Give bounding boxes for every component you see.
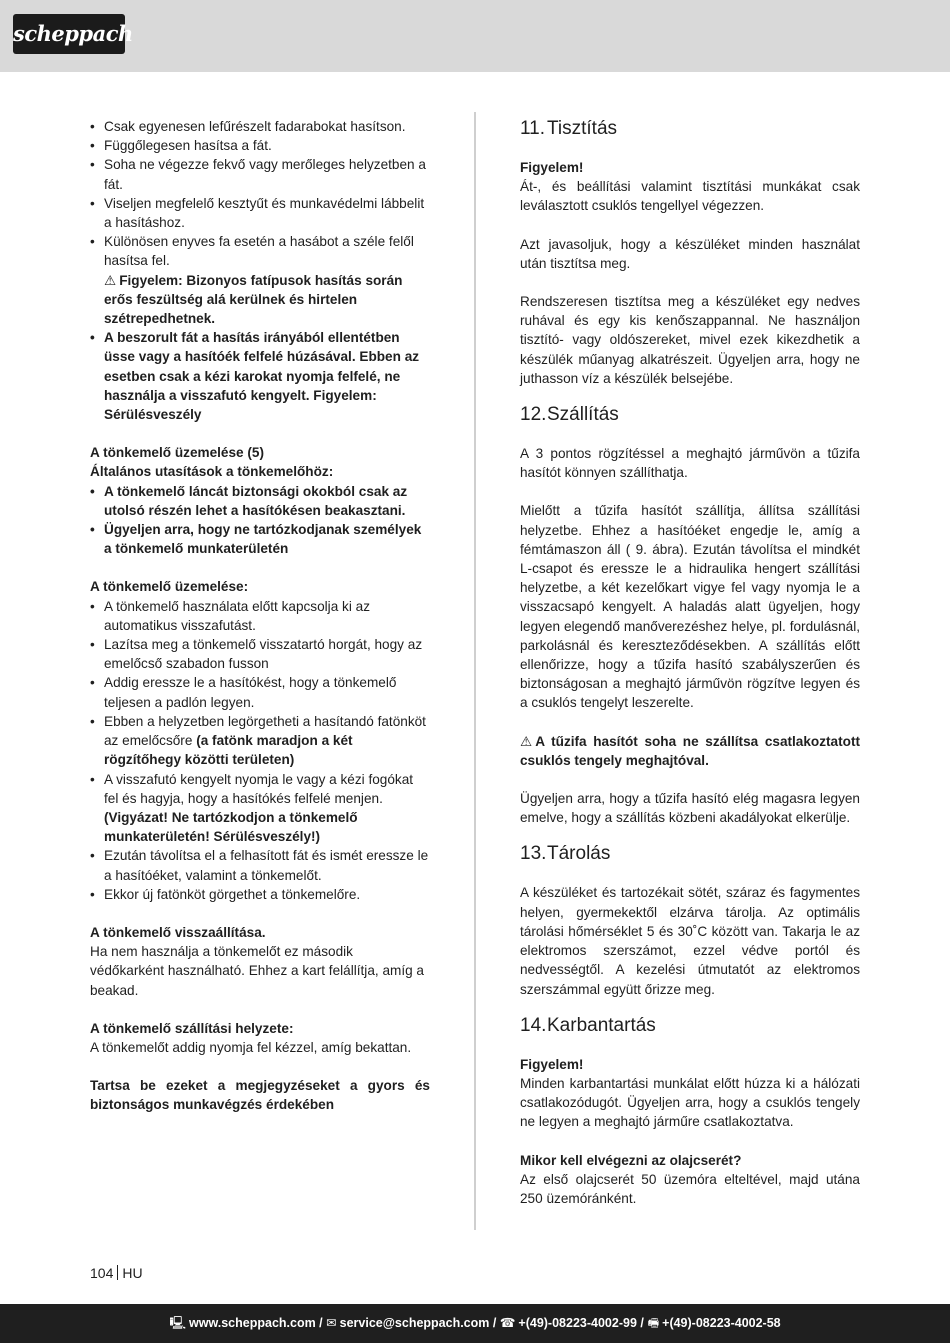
header-bar bbox=[0, 0, 950, 72]
splitting-instructions-list bbox=[90, 117, 430, 424]
paragraph: Át-, és beállítási valamint tisztítási munkákat csak leválasztott csuklós tengellyel végezzen. bbox=[520, 179, 860, 214]
footer-bar bbox=[0, 1304, 950, 1343]
warning-triangle-icon: ⚠ bbox=[520, 733, 533, 749]
list-item-bold-text: (Vigyázat! Ne tartózkodjon a tönkemelő munkaterületén! Sérülésveszély!) bbox=[104, 809, 358, 845]
transport-warning bbox=[520, 732, 860, 770]
envelope-icon: ✉︎ bbox=[326, 1316, 337, 1330]
heading-transport bbox=[520, 403, 860, 427]
list-item: • Csak egyenesen lefűrészelt fadarabokat hasítson. bbox=[90, 117, 430, 136]
left-column bbox=[90, 117, 430, 1115]
list-item: • Viseljen megfelelő kesztyűt és munkavédelmi lábbelit a hasításhoz. bbox=[90, 194, 430, 232]
page-language: HU bbox=[122, 1265, 143, 1281]
log-lifter-operation-list bbox=[90, 597, 430, 904]
footer-phone: +(49)-08223-4002-99 / bbox=[518, 1316, 644, 1330]
footer-email: service@scheppach.com / bbox=[339, 1316, 497, 1330]
heading-cleaning bbox=[520, 117, 860, 141]
section-title: A tönkemelő üzemelése (5) bbox=[90, 445, 265, 461]
warning-item bbox=[90, 271, 430, 329]
paragraph: A készüléket és tartozékait sötét, száraz és fagymentes helyen, gyermekektől elzárva tárolja. Az optimális tárolási hőmérséklet 5 és 30˚C között van. Takarja le az elektromos szerszámot, ezzel védve portól és nedvességtől. A kezelési útmutatót az elektromos szerszámmal együtt őrizze meg. bbox=[520, 885, 860, 997]
section-title: A tönkemelő szállítási helyzete: bbox=[90, 1020, 294, 1036]
column-divider bbox=[474, 112, 476, 1230]
list-item: • Különösen enyves fa esetén a hasábot a széle felől hasítsa fel. bbox=[90, 232, 430, 270]
monitor-icon: 🖳︎ bbox=[169, 1316, 187, 1330]
list-item: • Addig eressze le a hasítókést, hogy a tönkemelő teljesen a padlón legyen. bbox=[90, 673, 430, 711]
page-number bbox=[90, 1265, 143, 1281]
attention-label: Figyelem! bbox=[520, 160, 584, 175]
footer-fax: +(49)-08223-4002-58 bbox=[662, 1316, 781, 1330]
list-item: • Lazítsa meg a tönkemelő visszatartó horgát, hogy az emelőcső szabadon fusson bbox=[90, 635, 430, 673]
list-item: • A tönkemelő használata előtt kapcsolja ki az automatikus visszafutást. bbox=[90, 597, 430, 635]
list-item: • Ezután távolítsa el a felhasított fát és ismét eressze le a hasítóéket, valamint a tönkemelőt. bbox=[90, 846, 430, 884]
warning-text: Figyelem: Bizonyos fatípusok hasítás során erős feszültség alá kerülnek és hirtelen szétrepedhetnek. bbox=[104, 272, 403, 327]
section-title: A tönkemelő üzemelése: bbox=[90, 579, 249, 595]
paragraph: A 3 pontos rögzítéssel a meghajtó járművön a tűzifa hasítót könnyen szállíthatja. bbox=[520, 446, 860, 481]
heading-text: Karbantartás bbox=[547, 1014, 656, 1036]
list-item-bold-text: (a fatönk maradjon a két rögzítőhegy közötti területen) bbox=[104, 733, 353, 768]
list-item: • Ekkor új fatönköt görgethet a tönkemelőre. bbox=[90, 885, 430, 904]
right-column bbox=[520, 117, 860, 1208]
list-item-text: Ebben a helyzetben legörgetheti a hasítandó fatönköt az emelőcsőre bbox=[104, 713, 426, 749]
phone-icon: ☎︎ bbox=[499, 1316, 516, 1330]
list-item-text: A visszafutó kengyelt nyomja le vagy a kézi fogókat fel és hagyja, hogy a hasítókés felfelé menjen. bbox=[104, 771, 414, 806]
heading-text: Tárolás bbox=[547, 843, 611, 865]
paragraph: Ha nem használja a tönkemelőt ez második védőkarként használható. Ehhez a kart felállítja, amíg a beakad. bbox=[90, 944, 424, 998]
oil-change-question: Mikor kell elvégezni az olajcserét? bbox=[520, 1152, 742, 1168]
log-lifter-general-list bbox=[90, 482, 430, 559]
paragraph: Azt javasoljuk, hogy a készüléket minden használat után tisztítsa meg. bbox=[520, 236, 860, 271]
heading-storage bbox=[520, 842, 860, 866]
paragraph: Az első olajcserét 50 üzemóra elteltével, majd utána 250 üzemóránként. bbox=[520, 1171, 860, 1206]
heading-text: Szállítás bbox=[547, 404, 619, 426]
list-item: • A beszorult fát a hasítás irányából ellentétben üsse vagy a hasítóék felfelé húzásával. Ebben az esetben csak a kézi karokat nyomja felfelé, ne használja a visszafutó kengyelt. Figyelem: Sérülésveszély bbox=[90, 328, 430, 424]
paragraph: A tönkemelőt addig nyomja fel kézzel, amíg bekattan. bbox=[90, 1039, 412, 1055]
heading-text: Tisztítás bbox=[547, 118, 618, 139]
paragraph: Rendszeresen tisztítsa meg a készüléket egy nedves ruhával és egy kis kenőszappannal. Ne használjon tisztító- vagy oldószereket, mivel ezek kikezdhetik a készülék műanyag alkatrészeit. Ügyeljen arra, hogy ne juthasson víz a készülék belsejébe. bbox=[520, 294, 860, 386]
scheppach-logo: scheppach bbox=[13, 14, 125, 54]
list-item bbox=[90, 770, 430, 847]
section-title: A tönkemelő visszaállítása. bbox=[90, 924, 266, 940]
closing-note: Tartsa be ezeket a megjegyzéseket a gyors és biztonságos munkavégzés érdekében bbox=[90, 1078, 430, 1113]
page-number-value: 104 bbox=[90, 1265, 114, 1281]
footer-website: www.scheppach.com / bbox=[189, 1316, 323, 1330]
section-subtitle: Általános utasítások a tönkemelőhöz: bbox=[90, 464, 334, 480]
heading-number: 12. bbox=[520, 404, 547, 426]
heading-number: 14. bbox=[520, 1014, 547, 1036]
list-item: • Ügyeljen arra, hogy ne tartózkodjanak személyek a tönkemelő munkaterületén bbox=[90, 520, 430, 558]
attention-label: Figyelem! bbox=[520, 1056, 584, 1072]
heading-number: 13. bbox=[520, 843, 547, 865]
heading-number: 11. bbox=[520, 118, 546, 139]
fax-icon: 🖷︎ bbox=[647, 1316, 660, 1330]
heading-maintenance bbox=[520, 1014, 860, 1038]
list-item: • Függőlegesen hasítsa a fát. bbox=[90, 136, 430, 155]
paragraph: Ügyeljen arra, hogy a tűzifa hasító elég magasra legyen emelve, hogy a szállítás közbeni akadályokat elkerülje. bbox=[520, 791, 860, 826]
warning-text: A tűzifa hasítót soha ne szállítsa csatlakoztatott csuklós tengely meghajtóval. bbox=[520, 733, 860, 768]
warning-triangle-icon: ⚠ bbox=[104, 272, 117, 288]
list-item bbox=[90, 712, 430, 770]
paragraph: Mielőtt a tűzifa hasítót szállítja, állítsa szállítási helyzetbe. Ehhez a hasítóéket engedje le, amíg a fémtámaszon áll ( 9. ábra). Ezután távolítsa el mindkét L-csapot és eressze le a hidraulika hengert szállítási helyzetbe, a két kezelőkart vigye fel vagy nyomja le a visszacsapó kengyelt. A haladás alatt ügyeljen, hogy legyen elegendő manőverezéshez helye, pl. fordulásnál, parkolásnál és kereszteződésekben. A szállítás előtt ellenőrizze, hogy a tűzifa hasító szabályszerűen és biztonságosan a meghajtó járművön rögzítve legyen és a csuklós tengelyt leszerelte. bbox=[520, 503, 860, 711]
paragraph: Minden karbantartási munkálat előtt húzza ki a hálózati csatlakozódugót. Ügyeljen arra, hogy a csuklós tengely ne legyen a meghajtó járműre csatlakoztatva. bbox=[520, 1075, 860, 1130]
list-item: • Soha ne végezze fekvő vagy merőleges helyzetben a fát. bbox=[90, 155, 430, 193]
page-number-separator bbox=[117, 1265, 118, 1280]
list-item: • A tönkemelő láncát biztonsági okokból csak az utolsó részén lehet a hasítókésen beakasztani. bbox=[90, 482, 430, 520]
